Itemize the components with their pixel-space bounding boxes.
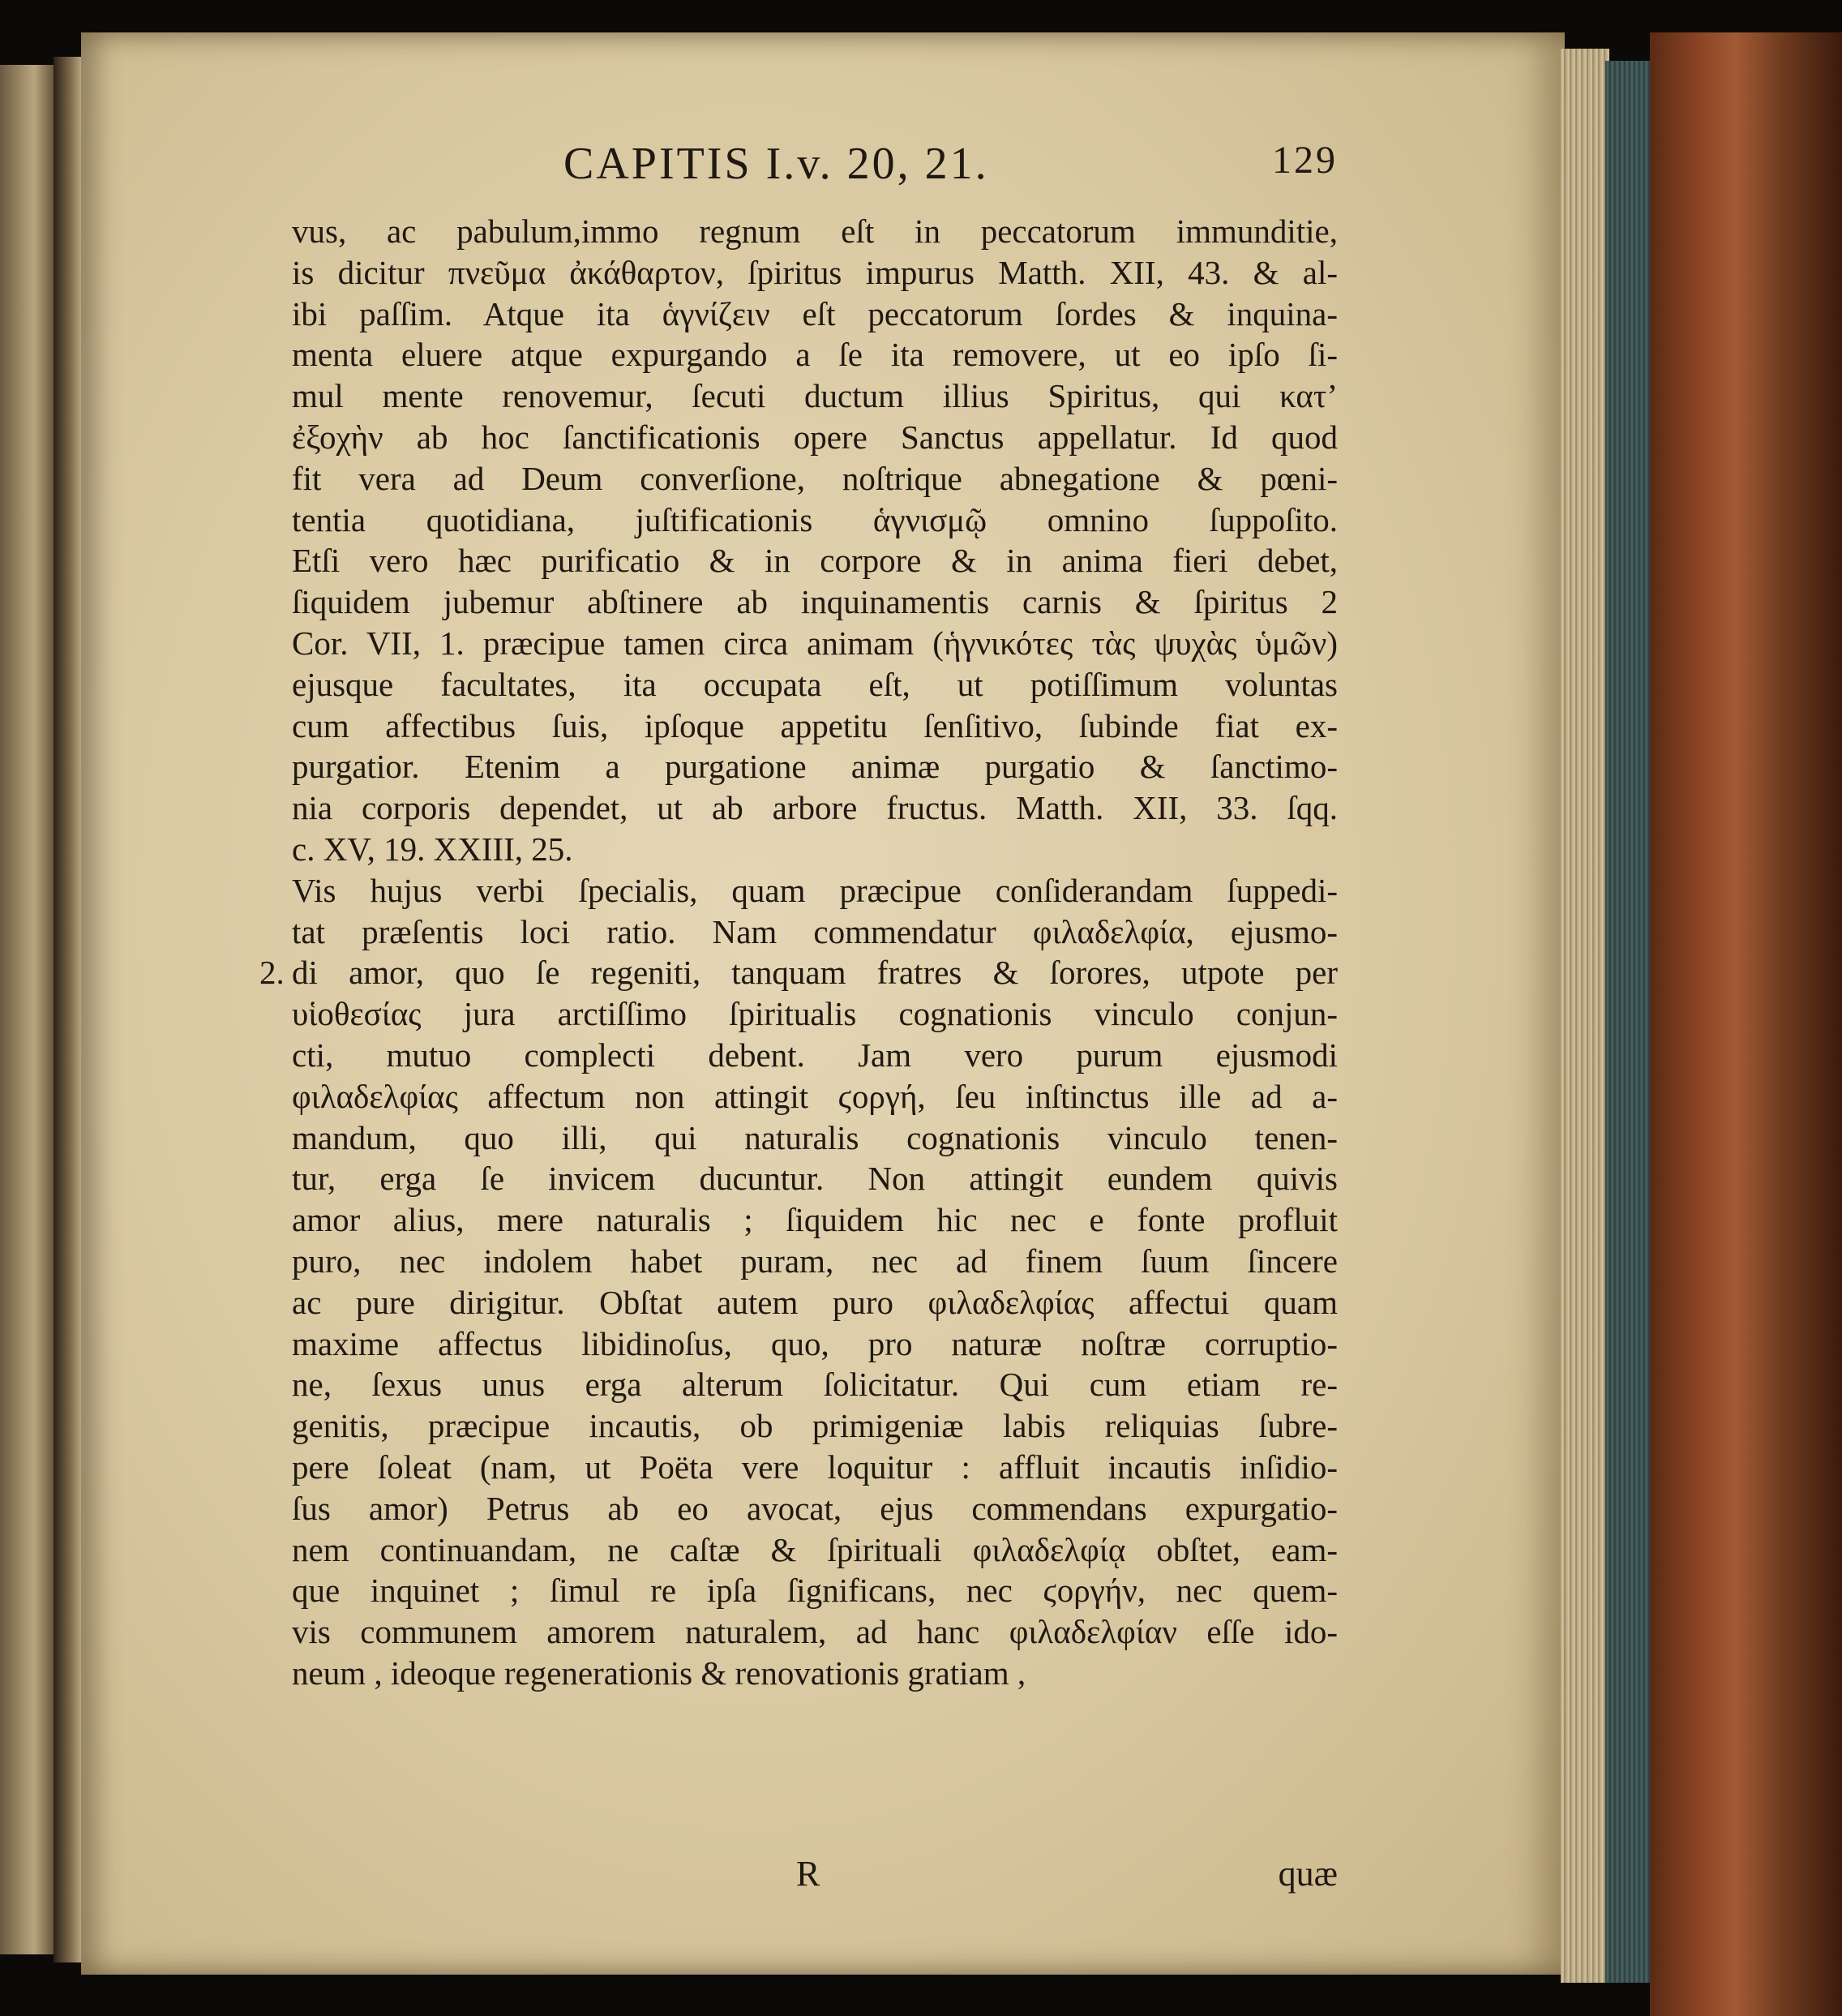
text-line: pere ſoleat (nam, ut Poëta vere loquitur : affluit incautis inſidio- <box>292 1448 1338 1486</box>
text-line: mul mente renovemur, ſecuti ductum illius Spiritus, qui κατ’ <box>292 377 1338 415</box>
running-head-title: CAPITIS I.v. 20, 21. <box>563 139 989 189</box>
text-line: ſiquidem jubemur abſtinere ab inquinamentis carnis & ſpiritus 2 <box>292 583 1338 621</box>
text-line: amor alius, mere naturalis ; ſiquidem hic nec e fonte profluit <box>292 1201 1338 1239</box>
body-text <box>292 211 1338 1694</box>
text-line: nia corporis dependet, ut ab arbore fructus. Matth. XII, 33. ſqq. <box>292 789 1338 827</box>
text-line: tur, erga ſe invicem ducuntur. Non attingit eundem quivis <box>292 1160 1338 1198</box>
text-line: ne, ſexus unus erga alterum ſolicitatur. Qui cum etiam re- <box>292 1366 1338 1404</box>
text-line: menta eluere atque expurgando a ſe ita removere, ut eo ipſo ſi- <box>292 336 1338 374</box>
text-line: Cor. VII, 1. præcipue tamen circa animam (ἡγνικότες τὰς ψυχὰς ὑμῶν) <box>292 624 1338 662</box>
text-line: ibi paſſim. Atque ita ἁγνίζειν eſt peccatorum ſordes & inquina- <box>292 294 1338 332</box>
text-line: Vis hujus verbi ſpecialis, quam præcipue conſiderandam ſuppedi- <box>292 871 1338 909</box>
fore-edge <box>1605 61 1654 1983</box>
text-line: υἱοθεσίας jura arctiſſimo ſpiritualis cognationis vinculo conjun- <box>292 995 1338 1033</box>
text-line: genitis, præcipue incautis, ob primigeniæ labis reliquias ſubre- <box>292 1407 1338 1445</box>
text-line: φιλαδελφίας affectum non attingit ϛοργή, ſeu inſtinctus ille ad a- <box>292 1077 1338 1115</box>
text-line: fit vera ad Deum converſione, noſtrique abnegatione & pœni- <box>292 459 1338 497</box>
text-line: vus, ac pabulum,immo regnum eſt in peccatorum immunditie, <box>292 212 1338 250</box>
text-block <box>259 138 1338 1894</box>
text-line: tentia quotidiana, juſtificationis ἁγνισμῷ omnino ſuppoſito. <box>292 500 1338 538</box>
text-line: di amor, quo ſe regeniti, tanquam fratres & ſorores, utpote per <box>292 954 1338 992</box>
text-line: is dicitur πνεῦμα ἀκάθαρτον, ſpiritus impurus Matth. XII, 43. & al- <box>292 253 1338 291</box>
page-edges <box>1561 49 1609 1983</box>
text-line: ſus amor) Petrus ab eo avocat, ejus commendans expurgatio- <box>292 1489 1338 1527</box>
catchword: quæ <box>1278 1854 1338 1894</box>
text-line: nem continuandam, ne caſtæ & ſpirituali φιλαδελφίᾳ obſtet, eam- <box>292 1530 1338 1568</box>
text-line: vis communem amorem naturalem, ad hanc φιλαδελφίαν eſſe ido- <box>292 1613 1338 1651</box>
text-line: neum , ideoque regenerationis & renovationis gratiam , <box>292 1654 1026 1692</box>
text-line: purgatior. Etenim a purgatione animæ purgatio & ſanctimo- <box>292 748 1338 786</box>
signature-mark: R <box>796 1854 820 1894</box>
text-line: ac pure dirigitur. Obſtat autem puro φιλαδελφίας affectui quam <box>292 1283 1338 1321</box>
text-line: maxime affectus libidinoſus, quo, pro naturæ noſtræ corruptio- <box>292 1324 1338 1362</box>
text-line: cum affectibus ſuis, ipſoque appetitu ſenſitivo, ſubinde fiat ex- <box>292 706 1338 744</box>
running-head <box>292 138 1338 203</box>
leather-cover <box>1650 32 1842 2016</box>
text-line: ejusque facultates, ita occupata eſt, ut potiſſimum voluntas <box>292 665 1338 703</box>
text-line: tat præſentis loci ratio. Nam commendatur φιλαδελφία, ejusmo- <box>292 912 1338 950</box>
text-line: Etſi vero hæc purificatio & in corpore & in anima fieri debet, <box>292 542 1338 580</box>
text-line: mandum, quo illi, qui naturalis cognationis vinculo tenen- <box>292 1118 1338 1156</box>
item-number: 2. <box>259 954 285 991</box>
text-line: que inquinet ; ſimul re ipſa ſignificans, nec ϛοργήν, nec quem- <box>292 1572 1338 1610</box>
text-line: ἐξοχὴν ab hoc ſanctificationis opere Sanctus appellatur. Id quod <box>292 418 1338 456</box>
page-number: 129 <box>1272 139 1338 182</box>
text-line: cti, mutuo complecti debent. Jam vero purum ejusmodi <box>292 1036 1338 1074</box>
text-line: c. XV, 19. XXIII, 25. <box>292 830 573 868</box>
text-line: puro, nec indolem habet puram, nec ad finem ſuum ſincere <box>292 1242 1338 1280</box>
left-page-edge <box>0 65 57 1954</box>
